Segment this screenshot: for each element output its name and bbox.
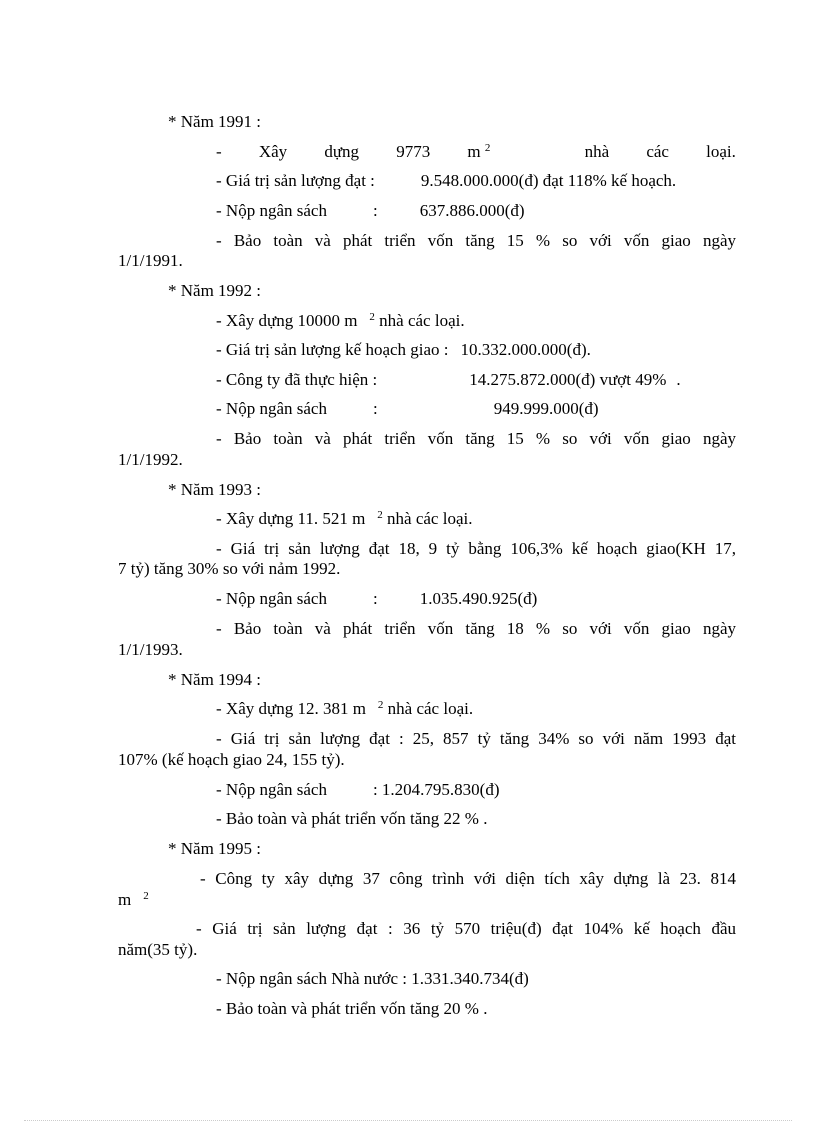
value-line-1991 — [216, 171, 676, 191]
build-word: nhà — [584, 142, 610, 161]
works-unit-1995: m $^2$ — [118, 890, 149, 909]
value-line-1993-cont: 7 tỷ) tăng 30% so với nảm 1992. — [118, 559, 341, 578]
year-heading-1993: * Năm 1993 : — [168, 480, 262, 499]
done-line-1992: - Công ty đã thực hiện : 14.275.872.000(đ) vượt 49% . — [216, 370, 681, 389]
budget-value: 637.886.000(đ) — [419, 201, 525, 220]
superscript: 2 — [377, 699, 384, 711]
budget-label: - Nộp ngân sách — [216, 589, 327, 608]
year-heading-1991: * Năm 1991 : — [168, 112, 262, 131]
budget-line-1991 — [216, 201, 525, 221]
done-value: 14.275.872.000(đ) vượt 49% — [469, 370, 667, 389]
capital-line-1994: - Bảo toàn và phát triển vốn tăng 22 % . — [216, 809, 488, 828]
value-line-1994-cont: 107% (kế hoạch giao 24, 155 tỷ). — [118, 750, 345, 769]
capital-date-1993: 1/1/1993. — [118, 640, 183, 659]
plan-line-1992 — [216, 340, 591, 360]
budget-value: : 1.204.795.830(đ) — [372, 780, 500, 799]
superscript: 2 — [484, 142, 491, 154]
build-word: các — [646, 142, 669, 161]
value-line-1995-cont: năm(35 tỷ). — [118, 940, 198, 959]
value-line-1994: - Giá trị sản lượng đạt : 25, 857 tỷ tăng 34% so với năm 1993 đạt — [216, 729, 736, 748]
budget-line-1992 — [216, 399, 599, 419]
build-line-1992: - Xây dựng 10000 m $^2$ nhà các loại. — [216, 311, 465, 330]
budget-line-1995: - Nộp ngân sách Nhà nước : 1.331.340.734(đ) — [216, 969, 529, 988]
capital-date-1992: 1/1/1992. — [118, 450, 183, 469]
budget-line-1993 — [216, 589, 537, 609]
done-label: - Công ty đã thực hiện : — [216, 370, 378, 389]
value-line-1993: - Giá trị sản lượng đạt 18, 9 tỷ bằng 106,3% kế hoạch giao(KH 17, — [216, 539, 736, 558]
capital-line-1993: - Bảo toàn và phát triển vốn tăng 18 % so với vốn giao ngày — [216, 619, 736, 638]
year-heading-1995: * Năm 1995 : — [168, 839, 262, 858]
superscript: 2 — [377, 509, 383, 521]
superscript: 2 — [369, 311, 375, 323]
build-dash: - — [216, 142, 222, 161]
year-heading-1992: * Năm 1992 : — [168, 281, 262, 300]
build-unit: m $^2$ — [467, 142, 491, 161]
budget-colon: : — [372, 201, 378, 220]
plan-value: 10.332.000.000(đ). — [460, 340, 591, 359]
budget-label: - Nộp ngân sách — [216, 780, 327, 799]
capital-line-1995: - Bảo toàn và phát triển vốn tăng 20 % . — [216, 999, 488, 1018]
value-line-1995: - Giá trị sản lượng đạt : 36 tỷ 570 triệu(đ) đạt 104% kế hoạch đầu — [196, 919, 736, 938]
build-line-1991 — [216, 142, 736, 162]
budget-label: - Nộp ngân sách — [216, 201, 327, 220]
build-area: 9773 — [396, 142, 431, 161]
budget-colon: : — [372, 589, 378, 608]
budget-value: 949.999.000(đ) — [493, 399, 599, 418]
value-text: 9.548.000.000(đ) đạt 118% kế hoạch. — [420, 171, 677, 190]
build-line-1994: - Xây dựng 12. 381 m $^2$ nhà các loại. — [216, 699, 474, 718]
year-heading-1994: * Năm 1994 : — [168, 670, 262, 689]
plan-label: - Giá trị sản lượng kế hoạch giao : — [216, 340, 449, 359]
budget-colon: : — [372, 399, 378, 418]
capital-line-1992: - Bảo toàn và phát triển vốn tăng 15 % so với vốn giao ngày — [216, 429, 736, 448]
budget-line-1994 — [216, 780, 500, 800]
capital-line-1991: - Bảo toàn và phát triển vốn tăng 15 % so với vốn giao ngày — [216, 231, 736, 250]
page-bottom-divider — [24, 1120, 792, 1121]
build-word: Xây — [258, 142, 288, 161]
build-word: dựng — [324, 142, 360, 161]
budget-value: 1.035.490.925(đ) — [419, 589, 538, 608]
capital-date-1991: 1/1/1991. — [118, 251, 183, 270]
build-line-1993: - Xây dựng 11. 521 m $^2$ nhà các loại. — [216, 509, 473, 528]
works-line-1995: - Công ty xây dựng 37 công trình với diện tích xây dựng là 23. 814 — [200, 869, 736, 888]
value-label: - Giá trị sản lượng đạt : — [216, 171, 375, 190]
superscript: 2 — [143, 890, 149, 902]
build-word: loại. — [706, 142, 736, 161]
budget-label: - Nộp ngân sách — [216, 399, 327, 418]
